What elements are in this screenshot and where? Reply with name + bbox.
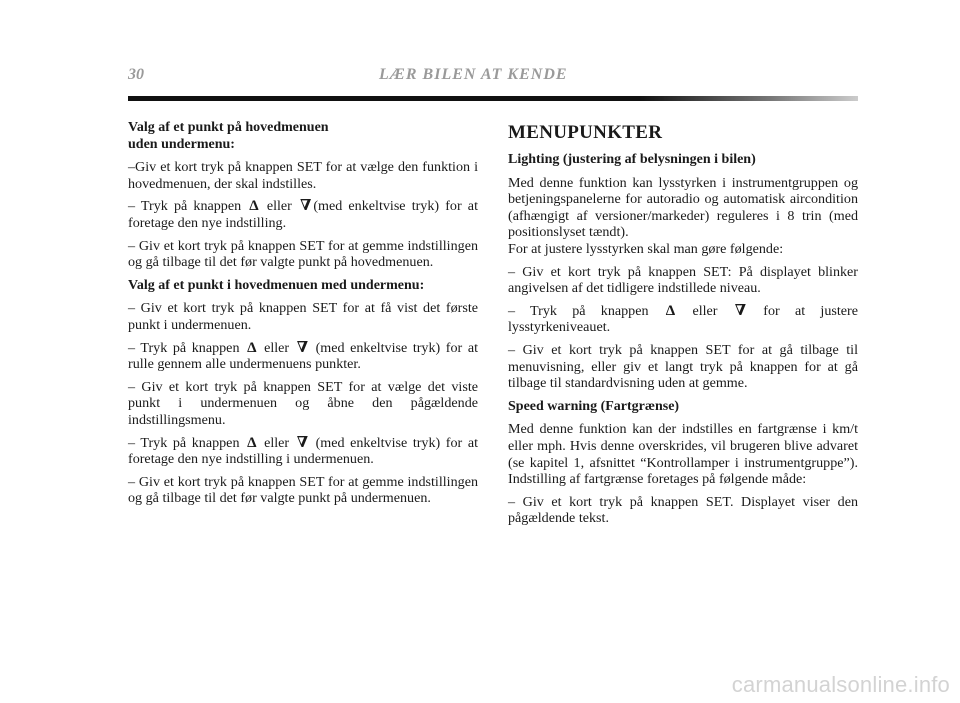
right-column: [508, 120, 858, 527]
paragraph: – Tryk på knappen Δ eller ∇ (med enkeltvise tryk) for at foretage den nye indstilling i undermenuen.: [128, 434, 478, 468]
header-rule: [128, 96, 858, 101]
paragraph: For at justere lysstyrken skal man gøre følgende:: [508, 240, 784, 257]
watermark: carmanualsonline.info: [731, 672, 950, 697]
subheading-main-menu-with-submenu: Valg af et punkt i hovedmenuen med undermenu:: [128, 277, 425, 293]
down-triangle-icon: ∇: [296, 339, 308, 356]
paragraph: – Tryk på knappen Δ eller ∇ for at justere lysstyrkeniveauet.: [508, 302, 858, 336]
subheading-line-1: Valg af et punkt på hovedmenuen: [128, 120, 329, 135]
up-triangle-icon: Δ: [249, 198, 259, 215]
paragraph: –Giv et kort tryk på knappen SET for at vælge den funktion i hovedmenuen, der skal indstilles.: [128, 159, 478, 192]
up-triangle-icon: Δ: [665, 302, 676, 319]
down-triangle-icon: ∇: [734, 302, 747, 319]
up-triangle-icon: Δ: [247, 434, 257, 451]
page-header: [128, 64, 858, 92]
section-heading: MENUPUNKTER: [508, 122, 663, 143]
left-column: [128, 120, 478, 507]
paragraph: – Giv et kort tryk på knappen SET. Displayet viser den pågældende tekst.: [508, 493, 858, 527]
subheading-speed-warning: Speed warning (Fartgrænse): [508, 398, 680, 414]
paragraph: Med denne funktion kan der indstilles en fartgrænse i km/t eller mph. Hvis denne overskrides, vil brugeren blive advaret (se kapitel 1, afsnittet “Kontrollamper i instrumentgruppe”). Indstilling af fartgrænse foretages på følgende måde:: [508, 421, 858, 488]
chapter-title: LÆR BILEN AT KENDE: [379, 66, 568, 83]
down-triangle-icon: ∇: [300, 198, 312, 215]
paragraph: – Giv et kort tryk på knappen SET: På displayet blinker angivelsen af det tidligere indstillede niveau.: [508, 263, 858, 297]
paragraph: – Giv et kort tryk på knappen SET for at vælge det viste punkt i undermenuen og åbne den pågældende indstillingsmenu.: [128, 378, 478, 428]
paragraph: – Giv et kort tryk på knappen SET for at gå tilbage til menuvisning, eller giv et langt tryk på knappen for at gå tilbage til standardvisning uden at gemme.: [508, 341, 858, 392]
paragraph: Med denne funktion kan lysstyrken i instrumentgruppen og betjeningspanelerne for autoradio og automatisk aircondition (afhængigt af versioner/markeder) reguleres i 8 trin (med positionslyset tændt).: [508, 174, 858, 241]
subheading-line-2: uden undermenu:: [128, 136, 235, 152]
up-triangle-icon: Δ: [247, 339, 257, 356]
page-number: 30: [128, 66, 144, 83]
subheading-main-menu-no-submenu: [128, 120, 478, 153]
down-triangle-icon: ∇: [296, 434, 308, 451]
paragraph: – Tryk på knappen Δ eller ∇ (med enkeltvise tryk) for at rulle gennem alle undermenuens punkter.: [128, 339, 478, 373]
subheading-lighting: Lighting (justering af belysningen i bilen): [508, 152, 756, 167]
paragraph: – Giv et kort tryk på knappen SET for at gemme indstillingen og gå tilbage til det før valgte punkt på hovedmenuen.: [128, 237, 478, 271]
paragraph: – Giv et kort tryk på knappen SET for at gemme indstillingen og gå tilbage til det før valgte punkt på undermenuen.: [128, 473, 478, 507]
paragraph: – Giv et kort tryk på knappen SET for at få vist det første punkt i undermenuen.: [128, 300, 478, 333]
paragraph: – Tryk på knappen Δ eller ∇ (med enkeltvise tryk) for at foretage den nye indstilling.: [128, 198, 478, 231]
